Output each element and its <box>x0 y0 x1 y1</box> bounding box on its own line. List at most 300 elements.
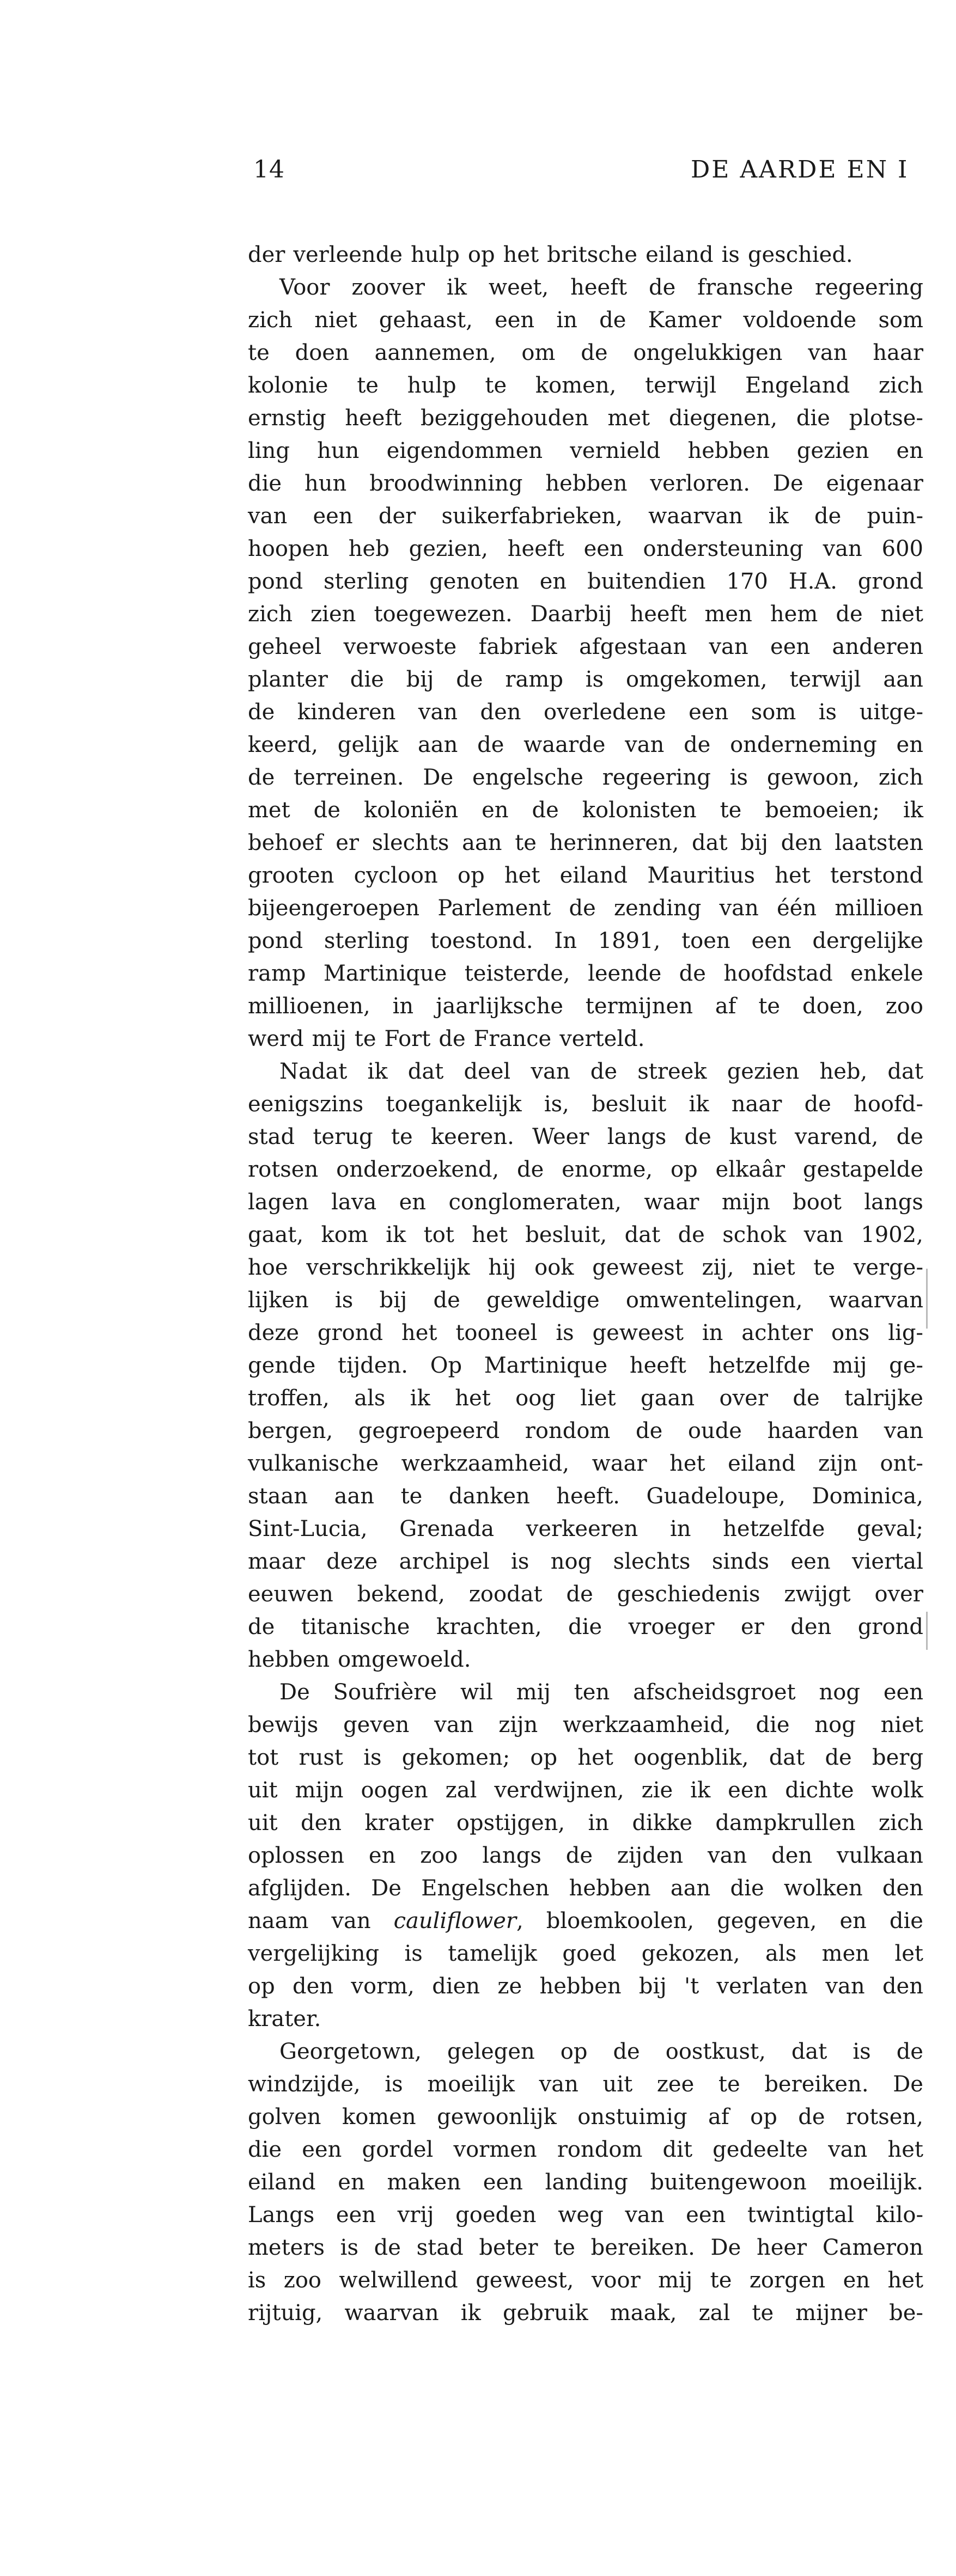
word: wil <box>460 1680 493 1705</box>
word: der <box>378 504 416 529</box>
word: een <box>313 504 353 529</box>
word: langs <box>482 1843 541 1868</box>
word: beter <box>479 2235 538 2260</box>
word: hoofd- <box>854 1092 923 1117</box>
text-line <box>248 1872 923 1905</box>
word: Fort <box>384 1026 431 1051</box>
word: in <box>702 1320 723 1345</box>
word: dat <box>407 1059 444 1084</box>
word: omgekomen, <box>625 667 768 692</box>
word: lagen <box>248 1190 309 1215</box>
text-line <box>248 859 923 892</box>
word: is <box>853 2039 871 2064</box>
word: titanische <box>301 1614 410 1639</box>
word: af <box>708 2104 729 2130</box>
word: nog <box>550 1549 592 1574</box>
word: ling <box>248 438 290 463</box>
word: van <box>808 340 848 365</box>
word: H.A. <box>788 569 837 594</box>
word: ont- <box>880 1451 923 1476</box>
text-line <box>248 2264 923 2297</box>
word: maar <box>248 1549 305 1574</box>
word: mijner <box>795 2300 867 2326</box>
word: moeilijk <box>427 2072 515 2097</box>
word: hebben <box>539 1974 622 1999</box>
word: het <box>669 1451 705 1476</box>
word: werd <box>248 1026 304 1051</box>
word: de <box>565 1843 593 1868</box>
word: die <box>796 406 830 431</box>
word: teisterde, <box>464 961 570 986</box>
word: fransche <box>697 275 794 300</box>
word: bloemkoolen, <box>546 1908 695 1933</box>
word: geven <box>343 1712 410 1737</box>
word: De <box>710 2235 741 2260</box>
text-line <box>248 761 923 794</box>
word: van <box>803 1222 843 1247</box>
word: van <box>708 1843 747 1868</box>
word: de <box>248 765 275 790</box>
word: te <box>553 2235 575 2260</box>
word: hetzelfde <box>723 1516 825 1541</box>
word: dergelijke <box>812 928 923 953</box>
word: in <box>669 1516 691 1541</box>
word: Kamer <box>648 308 722 333</box>
word: er <box>336 830 360 855</box>
word: zich <box>878 765 923 790</box>
word: is <box>334 1288 354 1313</box>
word: de <box>532 798 559 823</box>
word: den <box>293 1974 334 1999</box>
word: het <box>577 1745 613 1770</box>
word: het <box>887 2137 923 2162</box>
word: de <box>896 1124 923 1149</box>
word: stad <box>248 1124 295 1149</box>
text-line <box>248 1153 923 1186</box>
word: waarvan <box>829 1288 923 1313</box>
word: zich <box>248 308 293 333</box>
word: staan <box>248 1484 308 1509</box>
word: cauliflower, <box>393 1908 523 1933</box>
word: Martinique <box>323 961 447 986</box>
word: Guadeloupe, <box>646 1484 785 1509</box>
word: 't <box>684 1974 699 1999</box>
text-line <box>248 2297 923 2329</box>
word: weg <box>558 2202 604 2228</box>
word: ook <box>534 1255 574 1280</box>
word: het <box>455 1386 491 1411</box>
word: vulkanische <box>248 1451 379 1476</box>
word: geschied. <box>747 242 853 267</box>
word: de <box>793 1386 820 1411</box>
word: slechts <box>372 830 449 855</box>
text-line <box>248 1905 923 1937</box>
word: gezien <box>727 1059 800 1084</box>
word: den <box>781 830 822 855</box>
word: onstuimig <box>577 2104 687 2130</box>
word: te <box>357 373 379 398</box>
word: die <box>889 1908 923 1933</box>
word: aan <box>417 732 458 757</box>
word: een <box>689 700 729 725</box>
word: Nadat <box>279 1059 348 1084</box>
word: hem <box>770 602 818 627</box>
word: zending <box>614 896 702 921</box>
word: 170 <box>726 569 768 594</box>
word: zal <box>698 2300 730 2326</box>
word: den <box>301 1810 342 1835</box>
text-line <box>248 827 923 859</box>
word: die <box>248 471 282 496</box>
word: plotse- <box>849 406 923 431</box>
word: en <box>896 438 923 463</box>
word: ten <box>574 1680 610 1705</box>
word: van <box>625 732 665 757</box>
word: en <box>839 1908 867 1933</box>
word: een <box>686 2202 726 2228</box>
text-line <box>248 1251 923 1284</box>
word: is <box>404 1941 423 1966</box>
text-line <box>248 794 923 827</box>
word: den <box>480 700 521 725</box>
word: de <box>804 1092 831 1117</box>
word: om <box>521 340 556 365</box>
word: dampkrullen <box>715 1810 856 1835</box>
word: gelijk <box>337 732 399 757</box>
word: waarvan <box>648 504 743 529</box>
text-line <box>248 729 923 761</box>
word: niet <box>314 308 357 333</box>
page-number: 14 <box>253 156 285 183</box>
word: te <box>391 1124 413 1149</box>
word: Voor <box>279 275 330 300</box>
word: troffen, <box>248 1386 330 1411</box>
text-line <box>248 533 923 565</box>
word: heer <box>756 2235 807 2260</box>
word: meters <box>248 2235 325 2260</box>
word: verge- <box>853 1255 923 1280</box>
word: de <box>248 700 275 725</box>
word: Martinique <box>484 1353 608 1378</box>
text-line <box>248 1317 923 1349</box>
word: ik <box>689 1092 709 1117</box>
word: verdwijnen, <box>494 1778 624 1803</box>
word: eiland <box>559 863 628 888</box>
word: grond <box>317 1320 383 1345</box>
word: een <box>495 308 535 333</box>
word: en <box>482 798 509 823</box>
word: zal <box>445 1778 477 1803</box>
word: De <box>423 765 454 790</box>
word: met <box>248 798 290 823</box>
word: er <box>740 1614 764 1639</box>
word: gestapelde <box>802 1157 923 1182</box>
word: terstond <box>830 863 923 888</box>
word: 1891, <box>598 928 661 953</box>
word: dat <box>769 1745 805 1770</box>
word: toen <box>681 928 730 953</box>
word: te <box>813 1255 836 1280</box>
word: op <box>670 1157 698 1182</box>
word: lava <box>331 1190 377 1215</box>
word: gezien, <box>409 536 488 561</box>
word: den <box>882 1876 923 1901</box>
page-edge-mark <box>926 1612 928 1650</box>
word: ons <box>831 1320 870 1345</box>
word: dat <box>791 2039 827 2064</box>
word: de <box>648 275 676 300</box>
word: ik <box>768 504 789 529</box>
word: van <box>823 536 862 561</box>
text-line <box>248 696 923 729</box>
word: oostkust, <box>665 2039 766 2064</box>
word: is <box>721 242 740 267</box>
word: let <box>894 1941 923 1966</box>
word: deze <box>248 1320 300 1345</box>
word: achter <box>741 1320 813 1345</box>
word: dikke <box>632 1810 692 1835</box>
word: berg <box>872 1745 923 1770</box>
text-line <box>248 1284 923 1317</box>
word: gekomen; <box>401 1745 510 1770</box>
word: tijden. <box>338 1353 409 1378</box>
word: afscheidsgroet <box>633 1680 796 1705</box>
text-line <box>248 1937 923 1970</box>
word: heb <box>348 536 389 561</box>
word: de <box>477 732 504 757</box>
word: sinds <box>711 1549 770 1574</box>
word: heeft <box>345 406 402 431</box>
word: een <box>728 1778 768 1803</box>
word: niet <box>752 1255 795 1280</box>
word: in <box>392 994 414 1019</box>
word: zoodat <box>468 1582 543 1607</box>
word: hebben <box>248 1647 330 1672</box>
word: van <box>248 504 288 529</box>
word: bij <box>406 667 434 692</box>
word: Op <box>430 1353 462 1378</box>
word: is <box>818 700 837 725</box>
word: van <box>828 2137 868 2162</box>
text-line <box>248 2003 923 2035</box>
word: den <box>771 1843 813 1868</box>
word: hetzelfde <box>708 1353 811 1378</box>
word: eiland <box>646 242 714 267</box>
word: verloren. <box>650 471 750 496</box>
word: landing <box>545 2170 628 2195</box>
word: waar <box>644 1190 699 1215</box>
word: rondom <box>525 1418 611 1443</box>
word: be- <box>889 2300 923 2326</box>
word: britsche <box>547 242 638 267</box>
word: ik <box>460 2300 481 2326</box>
word: kolonisten <box>582 798 697 823</box>
word: een <box>751 928 791 953</box>
word: op <box>750 2104 777 2130</box>
word: nog <box>814 1712 856 1737</box>
word: verteld. <box>559 1026 645 1051</box>
word: mijn <box>295 1778 344 1803</box>
word: bemoeien; <box>765 798 880 823</box>
word: Parlement <box>437 896 551 921</box>
word: geweest, <box>476 2268 574 2293</box>
word: bekend, <box>357 1582 445 1607</box>
word: mij <box>658 2268 693 2293</box>
word: de <box>566 1582 593 1607</box>
text-line <box>248 271 923 304</box>
word: der <box>248 242 285 267</box>
word: die <box>730 1876 764 1901</box>
word: engelsche <box>472 765 583 790</box>
word: herinneren, <box>549 830 679 855</box>
word: gehaast, <box>379 308 473 333</box>
word: heeft. <box>556 1484 620 1509</box>
word: de <box>374 2235 401 2260</box>
word: men <box>704 602 752 627</box>
word: besluit <box>592 1092 667 1117</box>
word: bergen, <box>248 1418 333 1443</box>
word: buitendien <box>587 569 706 594</box>
word: van <box>434 1712 474 1737</box>
text-line <box>248 1023 923 1055</box>
word: van <box>709 634 748 659</box>
word: diegenen, <box>668 406 778 431</box>
word: maken <box>387 2170 461 2195</box>
word: en <box>338 2170 365 2195</box>
word: terwijl <box>789 667 861 692</box>
word: sterling <box>324 928 410 953</box>
word: 600 <box>881 536 923 561</box>
word: besluit, <box>525 1222 607 1247</box>
word: deel <box>464 1059 511 1084</box>
word: waar <box>592 1451 647 1476</box>
text-line <box>248 336 923 369</box>
word: te <box>485 373 507 398</box>
word: het <box>472 1222 508 1247</box>
word: omgewoeld. <box>338 1647 471 1672</box>
word: In <box>554 928 577 953</box>
word: verlaten <box>716 1974 808 1999</box>
word: hoofdstad <box>723 961 833 986</box>
word: ongelukkigen <box>633 340 783 365</box>
word: men <box>821 1941 870 1966</box>
word: van <box>539 2072 579 2097</box>
word: van <box>531 1059 570 1084</box>
word: gordel <box>362 2137 434 2162</box>
word: broodwinning <box>369 471 523 496</box>
word: hij <box>488 1255 516 1280</box>
text-line <box>248 1121 923 1153</box>
word: en <box>399 1190 427 1215</box>
word: komen <box>342 2104 416 2130</box>
word: haarden <box>767 1418 859 1443</box>
word: onderneming <box>730 732 877 757</box>
word: goeden <box>455 2202 537 2228</box>
word: ondersteuning <box>643 536 803 561</box>
text-line <box>248 1839 923 1872</box>
text-line <box>248 1219 923 1251</box>
text-line <box>248 1611 923 1643</box>
word: millioen <box>835 896 923 921</box>
word: toestond. <box>430 928 533 953</box>
word: de <box>679 961 706 986</box>
word: Soufrière <box>333 1680 437 1705</box>
word: is <box>729 765 748 790</box>
word: deze <box>326 1549 378 1574</box>
word: de <box>581 340 608 365</box>
word: verwoeste <box>343 634 457 659</box>
word: is <box>385 2072 403 2097</box>
word: hebben <box>545 471 628 496</box>
word: naar <box>731 1092 782 1117</box>
word: kilo- <box>875 2202 923 2228</box>
word: ramp <box>505 667 563 692</box>
word: som <box>878 308 923 333</box>
word: te <box>354 1026 376 1051</box>
word: over <box>874 1582 923 1607</box>
word: eiland <box>728 1451 796 1476</box>
word: hulp <box>407 373 456 398</box>
word: Engeland <box>745 373 850 398</box>
word: oogenblik, <box>634 1745 749 1770</box>
word: toegankelijk <box>386 1092 522 1117</box>
word: pond <box>248 569 303 594</box>
word: te <box>710 2268 732 2293</box>
word: leende <box>588 961 662 986</box>
text-line <box>248 1970 923 2003</box>
page-edge-mark <box>926 1269 928 1329</box>
word: niet <box>880 1712 923 1737</box>
word: heeft <box>629 1353 686 1378</box>
word: wolken <box>783 1876 863 1901</box>
word: enkele <box>850 961 923 986</box>
word: zijn <box>818 1451 858 1476</box>
word: Cameron <box>822 2235 923 2260</box>
word: mij <box>832 1353 867 1378</box>
word: haar <box>873 340 923 365</box>
word: hun <box>305 471 347 496</box>
word: op <box>458 863 485 888</box>
word: tot <box>423 1222 454 1247</box>
word: het <box>503 242 539 267</box>
word: met <box>607 406 650 431</box>
word: gewoon, <box>766 765 860 790</box>
word: ik <box>386 1222 406 1247</box>
word: is, <box>544 1092 569 1117</box>
word: een <box>883 1680 923 1705</box>
text-line <box>248 925 923 957</box>
word: een <box>483 2170 523 2195</box>
word: archipel <box>399 1549 490 1574</box>
word: grooten <box>248 863 334 888</box>
word: oogen <box>361 1778 428 1803</box>
word: naam <box>248 1908 309 1933</box>
text-line <box>248 467 923 500</box>
word: France <box>473 1026 552 1051</box>
word: heb, <box>819 1059 868 1084</box>
word: ge- <box>889 1353 923 1378</box>
word: enorme, <box>562 1157 653 1182</box>
word: gewoonlijk <box>437 2104 557 2130</box>
word: conglomeraten, <box>448 1190 622 1215</box>
word: ik <box>410 1386 430 1411</box>
word: gegroepeerd <box>358 1418 500 1443</box>
word: langs <box>607 1124 667 1149</box>
word: gegeven, <box>717 1908 817 1933</box>
text-line <box>248 2068 923 2101</box>
word: het <box>887 2268 923 2293</box>
word: gaat, <box>248 1222 304 1247</box>
